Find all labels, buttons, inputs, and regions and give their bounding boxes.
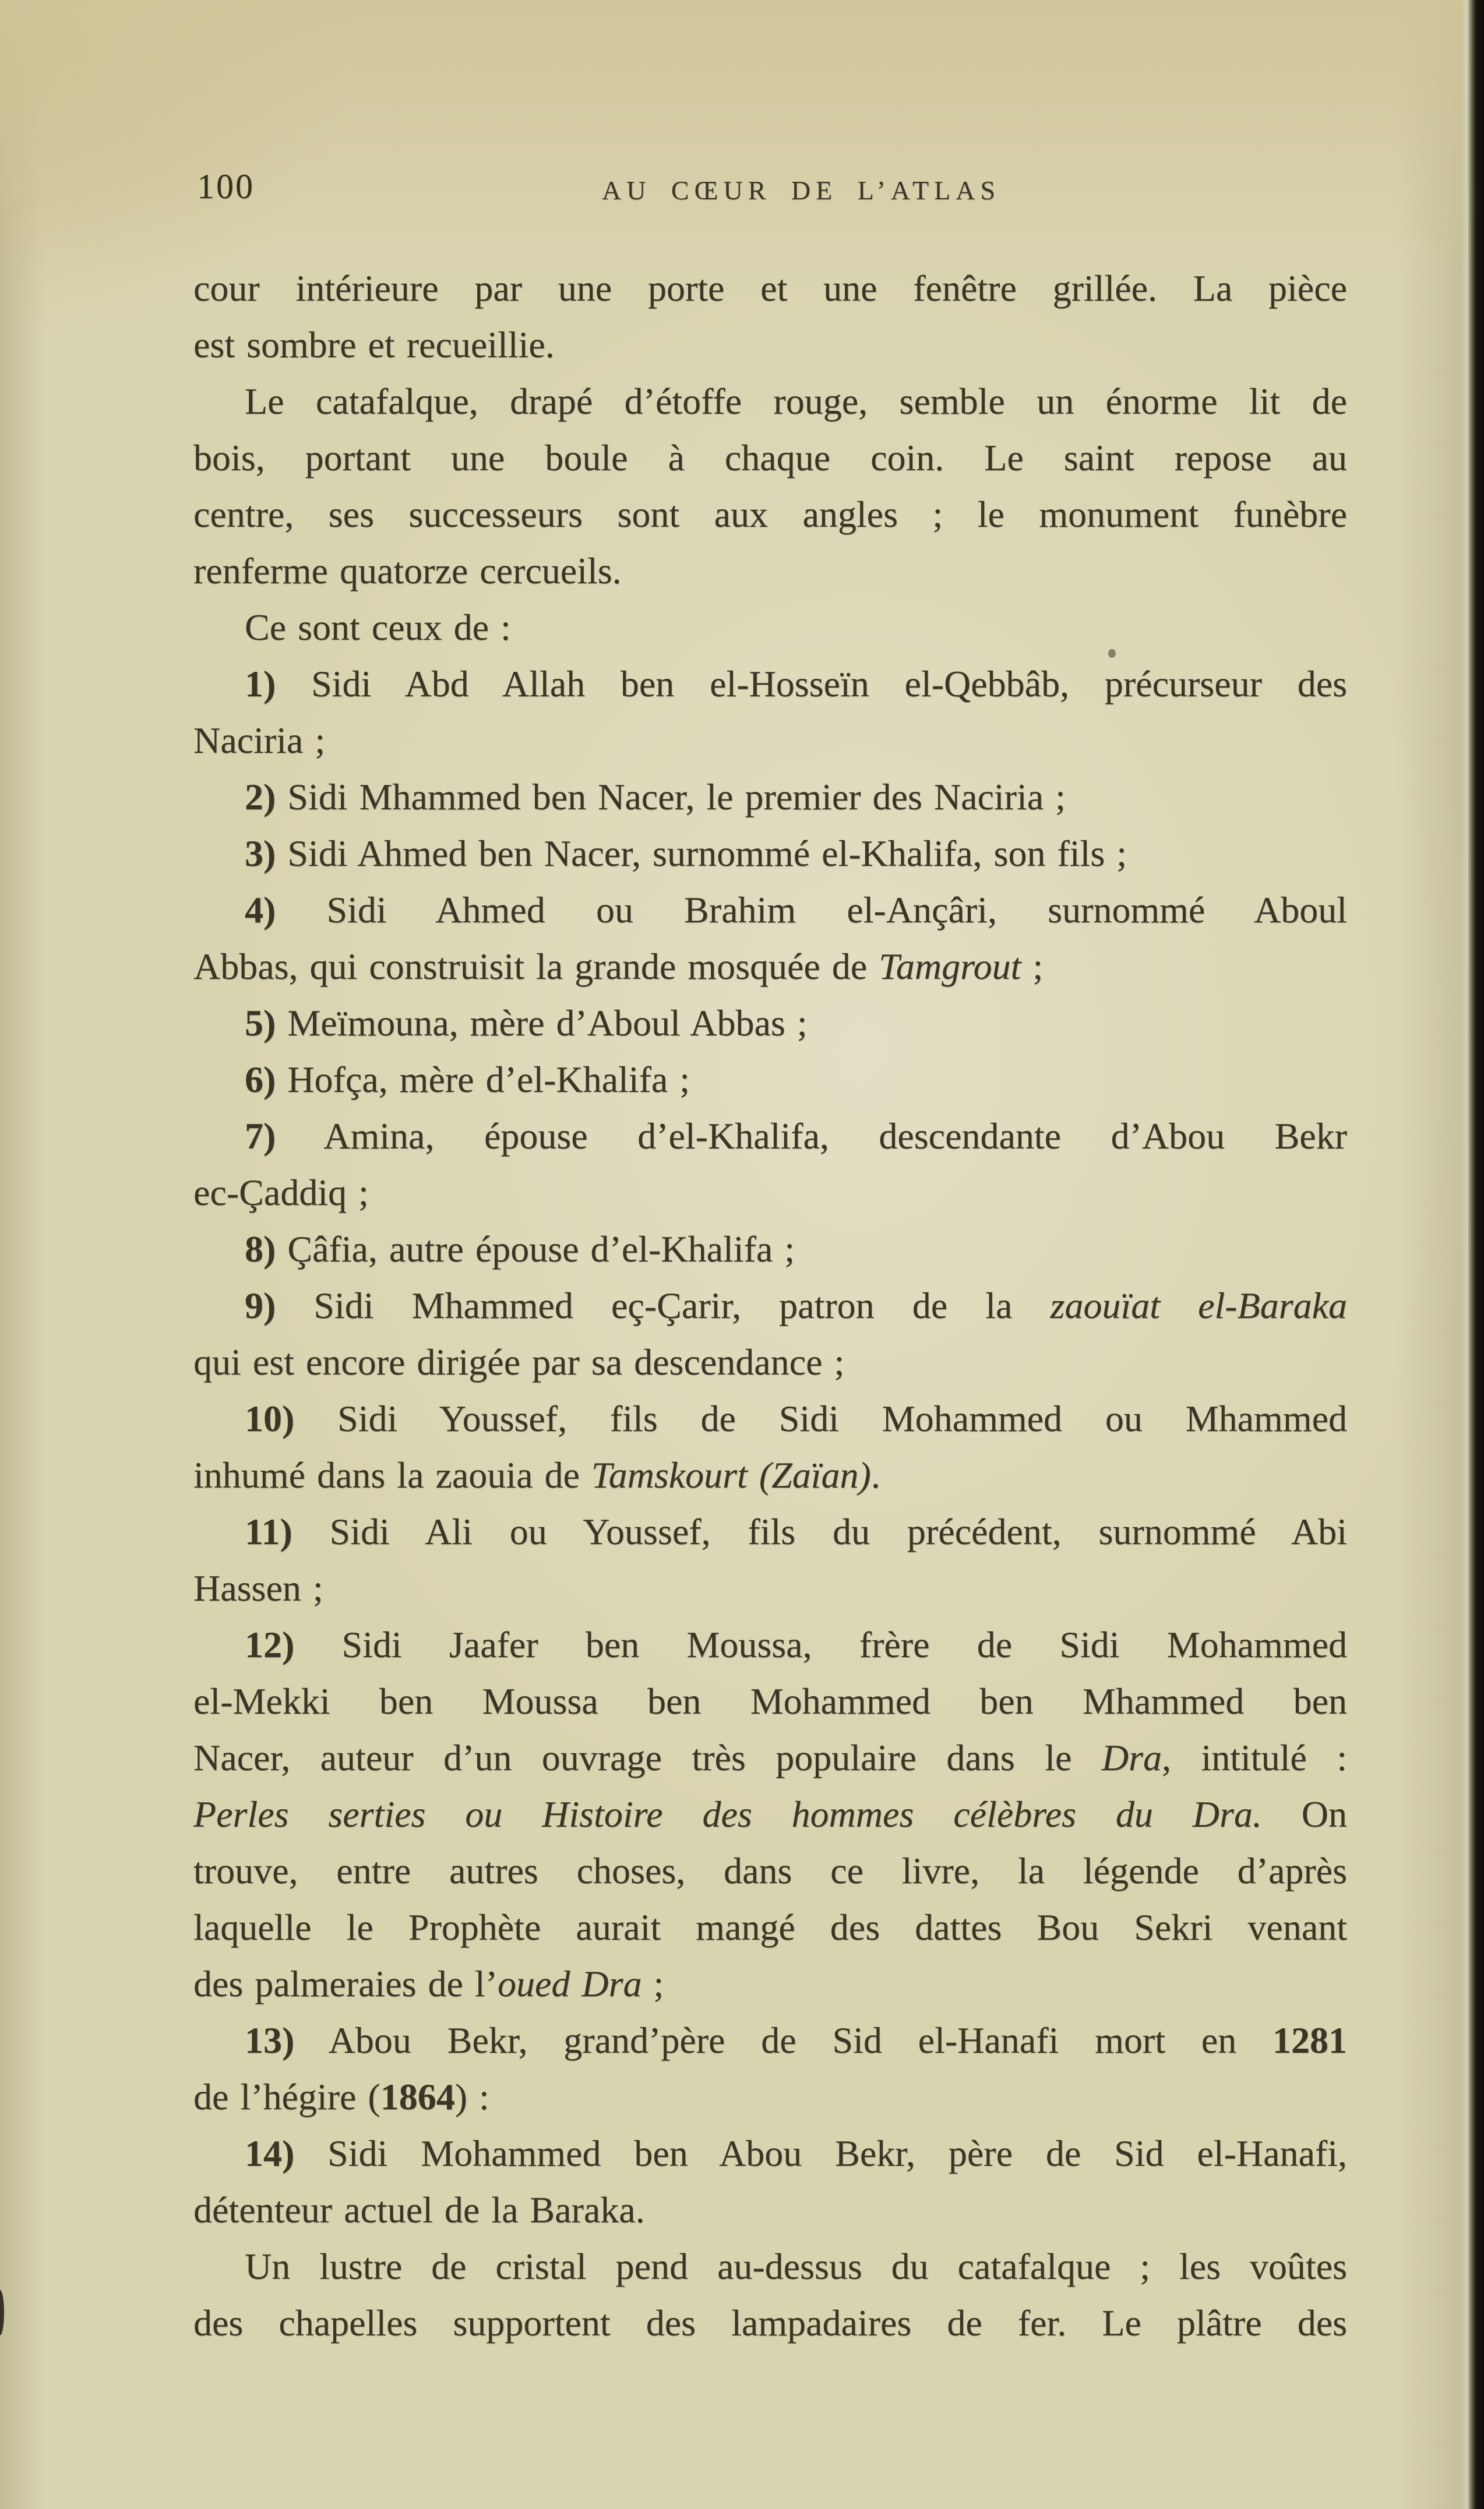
text-line: el-Mekki ben Moussa ben Mohammed ben Mhammed ben	[193, 1680, 1347, 1722]
text-line: qui est encore dirigée par sa descendance ;	[193, 1341, 845, 1383]
text-line: 6) Hofça, mère d’el-Khalifa ;	[245, 1059, 690, 1100]
text-line: trouve, entre autres choses, dans ce livre, la légende d’après	[193, 1850, 1347, 1891]
running-title: AU CŒUR DE L’ATLAS	[601, 175, 1001, 205]
text-line: bois, portant une boule à chaque coin. Le saint repose au	[193, 437, 1347, 478]
text-line: 12) Sidi Jaafer ben Moussa, frère de Sidi Mohammed	[245, 1624, 1347, 1665]
text-line: 2) Sidi Mhammed ben Nacer, le premier des Naciria ;	[245, 776, 1066, 817]
text-line: 14) Sidi Mohammed ben Abou Bekr, père de Sid el-Hanafi,	[245, 2133, 1347, 2174]
text-line: inhumé dans la zaouia de Tamskourt (Zaïan).	[193, 1454, 880, 1496]
text-line: 10) Sidi Youssef, fils de Sidi Mohammed ou Mhammed	[245, 1398, 1347, 1439]
text-line: 9) Sidi Mhammed eç-Çarir, patron de la zaouïat el-Baraka	[245, 1285, 1348, 1326]
ink-speck	[1108, 649, 1116, 658]
text-line: 8) Çâfia, autre épouse d’el-Khalifa ;	[245, 1228, 795, 1270]
text-line: Perles serties ou Histoire des hommes célèbres du Dra. On	[193, 1793, 1348, 1835]
text-line: Naciria ;	[193, 720, 326, 761]
text-line: des palmeraies de l’oued Dra ;	[193, 1963, 664, 2004]
text-block	[193, 260, 1347, 2351]
text-line: Nacer, auteur d’un ouvrage très populaire dans le Dra, intitulé :	[193, 1737, 1348, 1778]
text-line: 7) Amina, épouse d’el-Khalifa, descendante d’Abou Bekr	[245, 1115, 1347, 1157]
scan-right-edge	[1461, 0, 1484, 2509]
text-line: ec-Çaddiq ;	[193, 1172, 369, 1213]
text-line: Hassen ;	[193, 1567, 323, 1609]
text-line: renferme quatorze cercueils.	[193, 550, 622, 591]
text-line: Ce sont ceux de :	[245, 607, 511, 648]
text-line: Un lustre de cristal pend au-dessus du catafalque ; les voûtes	[245, 2246, 1347, 2287]
text-line: Le catafalque, drapé d’étoffe rouge, semble un énorme lit de	[245, 380, 1347, 422]
text-line: de l’hégire (1864) :	[193, 2076, 489, 2117]
text-line: 5) Meïmouna, mère d’Aboul Abbas ;	[245, 1002, 808, 1044]
text-line: est sombre et recueillie.	[193, 324, 555, 365]
text-line: Abbas, qui construisit la grande mosquée de Tamgrout ;	[193, 946, 1044, 987]
text-line: détenteur actuel de la Baraka.	[193, 2189, 645, 2230]
text-line: 13) Abou Bekr, grand’père de Sid el-Hanafi mort en 1281	[245, 2020, 1347, 2061]
text-line: 3) Sidi Ahmed ben Nacer, surnommé el-Khalifa, son fils ;	[245, 833, 1127, 874]
text-line: laquelle le Prophète aurait mangé des dattes Bou Sekri venant	[193, 1907, 1347, 1948]
text-line: cour intérieure par une porte et une fenêtre grillée. La pièce	[193, 267, 1347, 309]
text-line: des chapelles supportent des lampadaires de fer. Le plâtre des	[193, 2302, 1347, 2344]
text-line: 4) Sidi Ahmed ou Brahim el-Ançâri, surnommé Aboul	[245, 889, 1347, 931]
text-line: centre, ses successeurs sont aux angles ; le monument funèbre	[193, 494, 1347, 535]
text-line: 11) Sidi Ali ou Youssef, fils du précédent, surnommé Abi	[245, 1511, 1347, 1552]
text-line: 1) Sidi Abd Allah ben el-Hosseïn el-Qebbâb, précurseur des	[245, 663, 1347, 704]
page-number: 100	[197, 167, 255, 206]
page-left-edge-mark	[0, 2290, 4, 2335]
